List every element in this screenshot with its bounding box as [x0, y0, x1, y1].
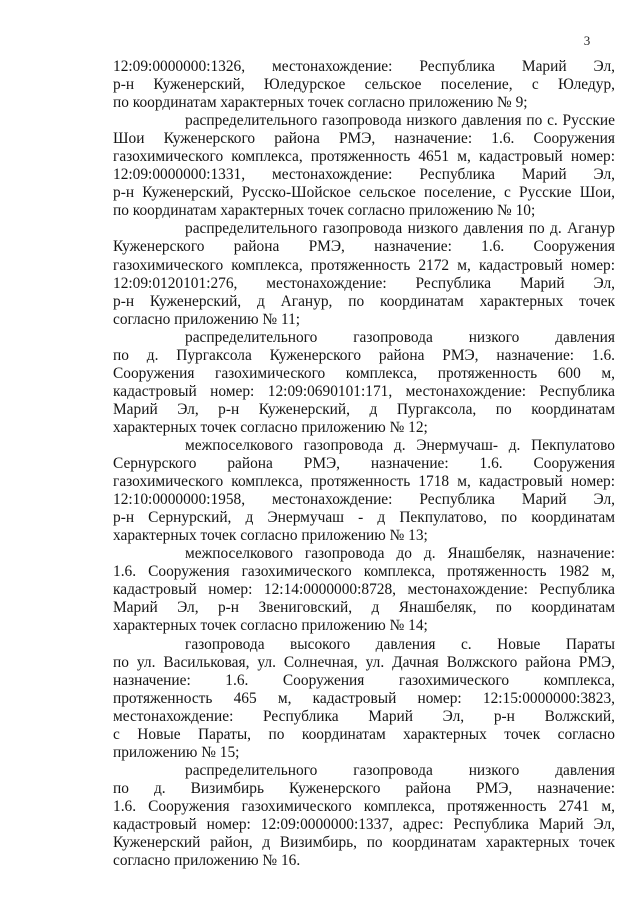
text-line: 1.6. Сооружения газохимического комплекса, протяженность 1982 м,: [113, 563, 615, 581]
text-line: по координатам характерных точек согласно приложению № 10;: [113, 202, 536, 220]
text-line: характерных точек согласно приложению № 14;: [113, 617, 428, 635]
text-line: Сооружения газохимического комплекса, протяженность 600 м,: [113, 364, 615, 382]
text-line: распределительного газопровода низкого давления: [185, 328, 615, 346]
text-line: характерных точек согласно приложению № 12;: [113, 418, 428, 436]
text-line: протяженность 465 м, кадастровый номер: 12:15:0000000:3823,: [113, 689, 615, 707]
document-body: [113, 58, 615, 870]
text-line: характерных точек согласно приложению № 13;: [113, 527, 428, 545]
text-line: приложению № 15;: [113, 743, 240, 761]
text-line: кадастровый номер: 12:09:0000000:1337, адрес: Республика Марий Эл,: [113, 815, 615, 833]
text-line: р-н Куженерский, Русско-Шойское сельское поселение, с Русские Шои,: [113, 184, 615, 202]
text-line: Сернурского района РМЭ, назначение: 1.6. Сооружения: [113, 455, 615, 473]
text-line: 12:09:0120101:276, местонахождение: Республика Марий Эл,: [113, 274, 615, 292]
text-line: межпоселкового газопровода д. Энермучаш- д. Пекпулатово: [185, 436, 615, 454]
text-line: газохимического комплекса, протяженность 4651 м, кадастровый номер:: [113, 148, 615, 166]
text-line: 12:09:0000000:1331, местонахождение: Республика Марий Эл,: [113, 166, 615, 184]
text-line: Марий Эл, р-н Куженерский, д Пургаксола, по координатам: [113, 400, 615, 418]
text-line: по координатам характерных точек согласно приложению № 9;: [113, 94, 528, 112]
paragraph: [113, 329, 615, 437]
text-line: согласно приложению № 16.: [113, 852, 301, 870]
text-line: Шои Куженерского района РМЭ, назначение: 1.6. Сооружения: [113, 130, 615, 148]
text-line: Марий Эл, р-н Звениговский, д Янашбеляк, по координатам: [113, 599, 615, 617]
paragraph: [113, 762, 615, 870]
text-line: р-н Сернурский, д Энермучаш - д Пекпулатово, по координатам: [113, 509, 615, 527]
text-line: по д. Визимбирь Куженерского района РМЭ, назначение:: [113, 779, 615, 797]
text-line: газохимического комплекса, протяженность 2172 м, кадастровый номер:: [113, 256, 615, 274]
text-line: 12:10:0000000:1958, местонахождение: Республика Марий Эл,: [113, 491, 615, 509]
text-line: газохимического комплекса, протяженность 1718 м, кадастровый номер:: [113, 473, 615, 491]
paragraph: [113, 58, 615, 112]
text-line: назначение: 1.6. Сооружения газохимического комплекса,: [113, 671, 615, 689]
paragraph: [113, 636, 615, 762]
text-line: согласно приложению № 11;: [113, 310, 301, 328]
text-line: по ул. Васильковая, ул. Солнечная, ул. Дачная Волжского района РМЭ,: [113, 653, 615, 671]
text-line: Куженерский район, д Визимбирь, по координатам характерных точек: [113, 834, 615, 852]
text-line: местонахождение: Республика Марий Эл, р-н Волжский,: [113, 707, 615, 725]
paragraph: [113, 545, 615, 635]
text-line: с Новые Параты, по координатам характерных точек согласно: [113, 725, 615, 743]
text-line: распределительного газопровода низкого давления: [185, 761, 615, 779]
text-line: распределительного газопровода низкого давления по с. Русские: [185, 112, 615, 130]
paragraph: [113, 220, 615, 328]
text-line: 1.6. Сооружения газохимического комплекса, протяженность 2741 м,: [113, 797, 615, 815]
text-line: распределительного газопровода низкого давления по д. Аганур: [185, 220, 615, 238]
text-line: 12:09:0000000:1326, местонахождение: Республика Марий Эл,: [113, 58, 615, 75]
text-line: газопровода высокого давления с. Новые Параты: [185, 635, 615, 653]
text-line: кадастровый номер: 12:14:0000000:8728, местонахождение: Республика: [113, 581, 615, 599]
text-line: по д. Пургаксола Куженерского района РМЭ, назначение: 1.6.: [113, 346, 615, 364]
paragraph: [113, 112, 615, 220]
page-number: 3: [583, 33, 591, 48]
text-line: межпоселкового газопровода до д. Янашбеляк, назначение:: [185, 545, 615, 563]
text-line: кадастровый номер: 12:09:0690101:171, местонахождение: Республика: [113, 382, 615, 400]
text-line: р-н Куженерский, Юледурское сельское поселение, с Юледур,: [113, 76, 615, 94]
text-line: Куженерского района РМЭ, назначение: 1.6. Сооружения: [113, 238, 615, 256]
text-line: р-н Куженерский, д Аганур, по координатам характерных точек: [113, 292, 615, 310]
paragraph: [113, 437, 615, 545]
